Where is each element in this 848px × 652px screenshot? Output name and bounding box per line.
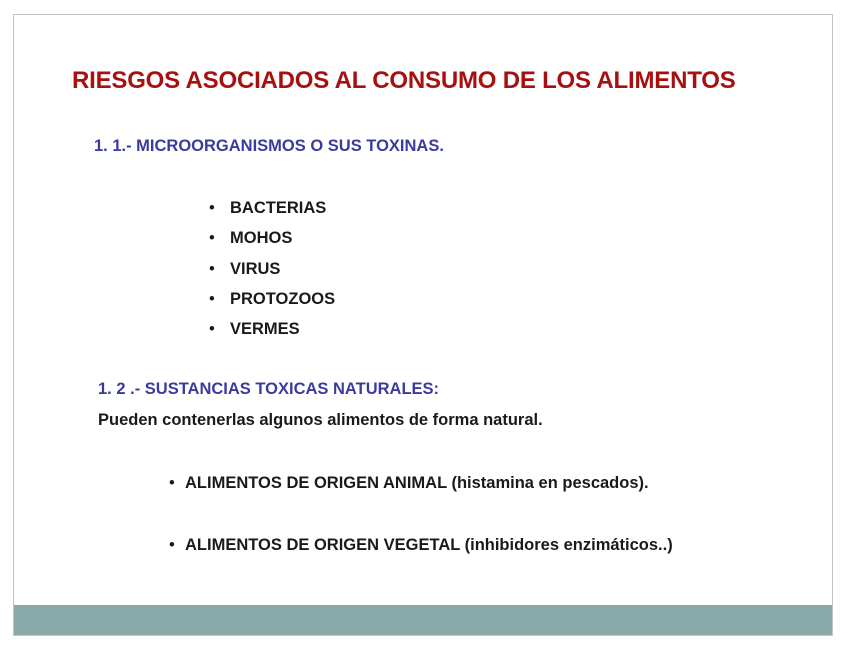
bullet-icon: • xyxy=(209,199,215,217)
list-item xyxy=(209,288,336,318)
list-item-label: VIRUS xyxy=(230,259,281,278)
list-item-label: ALIMENTOS DE ORIGEN ANIMAL (histamina en pescados). xyxy=(185,474,649,492)
list-item-label: BACTERIAS xyxy=(230,199,327,217)
slide xyxy=(13,14,833,636)
list-item xyxy=(169,534,673,596)
bullet-icon: • xyxy=(209,289,215,308)
bullet-icon: • xyxy=(209,320,215,339)
list-item xyxy=(209,258,335,288)
list-item xyxy=(169,472,673,534)
bullet-icon: • xyxy=(209,259,215,278)
list-item-label: ALIMENTOS DE ORIGEN VEGETAL (inhibidores enzimáticos..) xyxy=(185,536,673,554)
bullet-icon: • xyxy=(169,536,175,554)
bullet-icon: • xyxy=(169,474,175,492)
food-origin-list xyxy=(169,472,673,596)
section-description: Pueden contenerlas algunos alimentos de forma natural. xyxy=(98,411,543,429)
slide-title: RIESGOS ASOCIADOS AL CONSUMO DE LOS ALIMENTOS xyxy=(72,67,736,94)
list-item xyxy=(209,227,335,257)
section-heading-microorganisms: 1. 1.- MICROORGANISMOS O SUS TOXINAS. xyxy=(94,137,444,155)
microorganism-list xyxy=(209,197,336,348)
bullet-icon: • xyxy=(209,229,215,248)
list-item-label: VERMES xyxy=(230,320,300,339)
list-item xyxy=(209,318,335,348)
section-heading-natural-toxins: 1. 2 .- SUSTANCIAS TOXICAS NATURALES: xyxy=(98,380,440,398)
list-item-label: PROTOZOOS xyxy=(230,289,336,308)
footer-band xyxy=(14,605,832,635)
list-item-label: MOHOS xyxy=(230,229,293,248)
list-item xyxy=(209,197,335,227)
